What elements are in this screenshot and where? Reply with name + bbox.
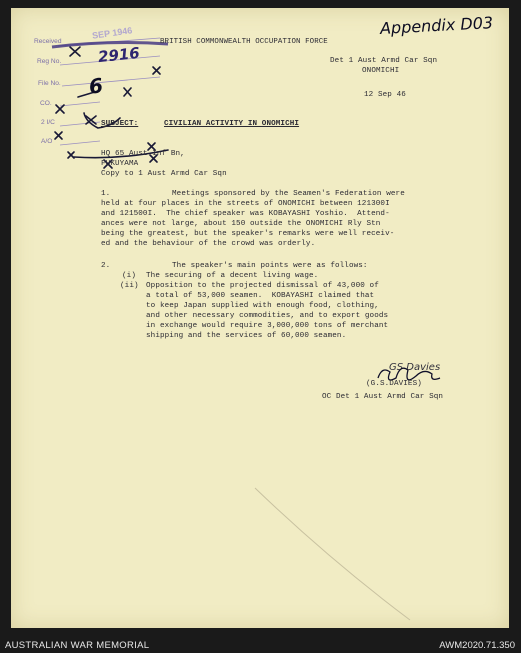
- archive-credit: AUSTRALIAN WAR MEMORIAL: [5, 640, 150, 651]
- point-number: (i): [122, 272, 136, 280]
- file-number-annotation: 2916: [97, 43, 141, 67]
- point-line: to keep Japan supplied with enough food, clothing,: [146, 302, 379, 310]
- stamp-label-reg-no: Reg No.: [37, 58, 62, 65]
- para2-number: 2.: [101, 262, 111, 270]
- addressee-hq: HQ 65 Aust Inf Bn,: [101, 150, 185, 158]
- stamp-date: SEP 1946: [91, 25, 133, 41]
- para1-number: 1.: [101, 190, 111, 198]
- point-line: a total of 53,000 seamen. KOBAYASHI claimed that: [146, 292, 375, 300]
- point-line: shipping and the services of 60,000 seamen.: [146, 332, 347, 340]
- letterhead-unit: Det 1 Aust Armd Car Sqn: [330, 57, 438, 65]
- stamp-label-2ic: 2 I/C: [41, 119, 55, 126]
- para1-line: ed and the behaviour of the crowd was orderly.: [101, 240, 316, 248]
- point-line: Opposition to the projected dismissal of 43,000 of: [146, 282, 379, 290]
- para1-line: and 121500I. The chief speaker was KOBAYASHI Yoshio. Attend-: [101, 210, 390, 218]
- para1-line: held at four places in the streets of ONOMICHI between 121300I: [101, 200, 390, 208]
- folio-annotation: 6: [87, 73, 105, 99]
- signature-title: OC Det 1 Aust Armd Car Sqn: [322, 393, 444, 401]
- stamp-label-file-no: File No.: [38, 80, 61, 87]
- addressee-location: FUKUYAMA: [101, 160, 139, 168]
- point-line: and other necessary commodities, and to export goods: [146, 312, 389, 320]
- stamp-label-received: Received: [34, 38, 62, 45]
- point-number: (ii): [120, 282, 139, 290]
- subject-title: CIVILIAN ACTIVITY IN ONOMICHI: [164, 120, 300, 128]
- subject-prefix: SUBJECT:: [101, 120, 139, 128]
- signature-name: (G.S.DAVIES): [366, 380, 422, 388]
- para1-line: being the greatest, but the speaker's remarks were well receiv-: [101, 230, 395, 238]
- letterhead-place: ONOMICHI: [362, 67, 400, 75]
- letterhead-org: BRITISH COMMONWEALTH OCCUPATION FORCE: [160, 38, 328, 46]
- stamp-label-ao: A/O: [41, 138, 53, 145]
- appendix-annotation: Appendix D03: [379, 13, 494, 38]
- stamp-label-co: CO.: [40, 100, 52, 107]
- para2-intro: The speaker's main points were as follows:: [172, 262, 368, 270]
- addressee-copy: Copy to 1 Aust Armd Car Sqn: [101, 170, 227, 178]
- point-line: in exchange would require 3,000,000 tons of merchant: [146, 322, 389, 330]
- accession-number: AWM2020.71.350: [439, 640, 515, 651]
- signature-handwritten: GS Davies: [389, 362, 441, 373]
- para1-line: ances were not large, about 150 outside the ONOMICHI Rly Stn: [101, 220, 381, 228]
- para1-line: Meetings sponsored by the Seamen's Federation were: [172, 190, 405, 198]
- letterhead-date: 12 Sep 46: [364, 91, 406, 99]
- point-line: The securing of a decent living wage.: [146, 272, 319, 280]
